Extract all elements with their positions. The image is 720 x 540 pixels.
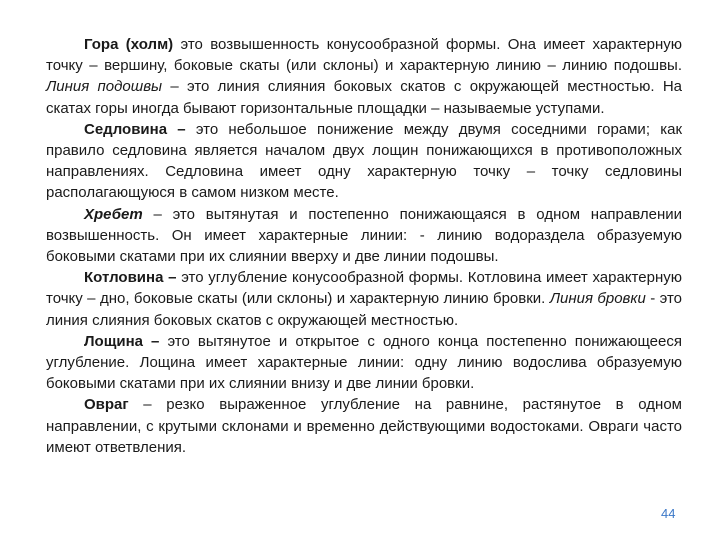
term-gora: Гора (холм) [84,36,174,53]
italic-term-liniya-brovki: Линия бровки [549,290,646,308]
paragraph-sedlovina [46,119,682,204]
paragraph-text: это возвышенность конусообразной формы. Она имеет характерную точку – вершину, боковые скаты (или склоны) и характерную линию – линию подошвы. [46,36,683,75]
paragraph-text: – это линия слияния боковых скатов с окружающей местностью. На скатах горы иногда бывают горизонтальные площадки – называемые уступами. [46,78,682,117]
paragraph-text: - это линия слияния боковых скатов с окружающей местностью. [46,290,682,329]
paragraph-loshchina [46,331,682,395]
paragraph-text: это углубление конусообразной формы. Котловина имеет характерную точку – дно, боковые скаты (или склоны) и характерную линию бровки. [46,269,682,308]
term-loshchina: Лощина – [84,332,160,350]
document-body [46,34,682,458]
paragraph-text: это небольшое понижение между двумя соседними горами; как правило седловина является началом двух лощин понижающихся в противоположных направлениях. Седловина имеет одну характерную точку – точку седловины располагающуюся в самом низком месте. [46,120,683,202]
term-ovrag: Овраг [84,396,129,414]
paragraph-text: – резко выраженное углубление на равнине, растянутое в одном направлении, с крутыми склонами и временно действующими водостоками. Овраги часто имеют ответвления. [46,396,682,456]
term-hrebet: Хребет [84,205,143,223]
paragraph-ovrag [46,394,682,458]
term-kotlovina: Котловина – [84,269,177,287]
italic-term-liniya-podoshvy: Линия подошвы [46,78,163,96]
page-number: 44 [661,506,676,521]
paragraph-text: – это вытянутая и постепенно понижающаяся в одном направлении возвышенность. Он имеет характерные линии: - линию водораздела образуемую боковыми скатами при их слиянии вверху и две линии подошвы. [46,205,682,266]
term-sedlovina: Седловина – [84,120,186,138]
paragraph-text: это вытянутое и открытое с одного конца постепенно понижающееся углубление. Лощина имеет характерные линии: одну линию водослива образуемую боковыми скатами при их слиянии внизу и две линии бровки. [46,332,682,393]
paragraph-kotlovina [46,267,682,331]
paragraph-hrebet [46,204,682,268]
paragraph-gora [46,34,682,119]
